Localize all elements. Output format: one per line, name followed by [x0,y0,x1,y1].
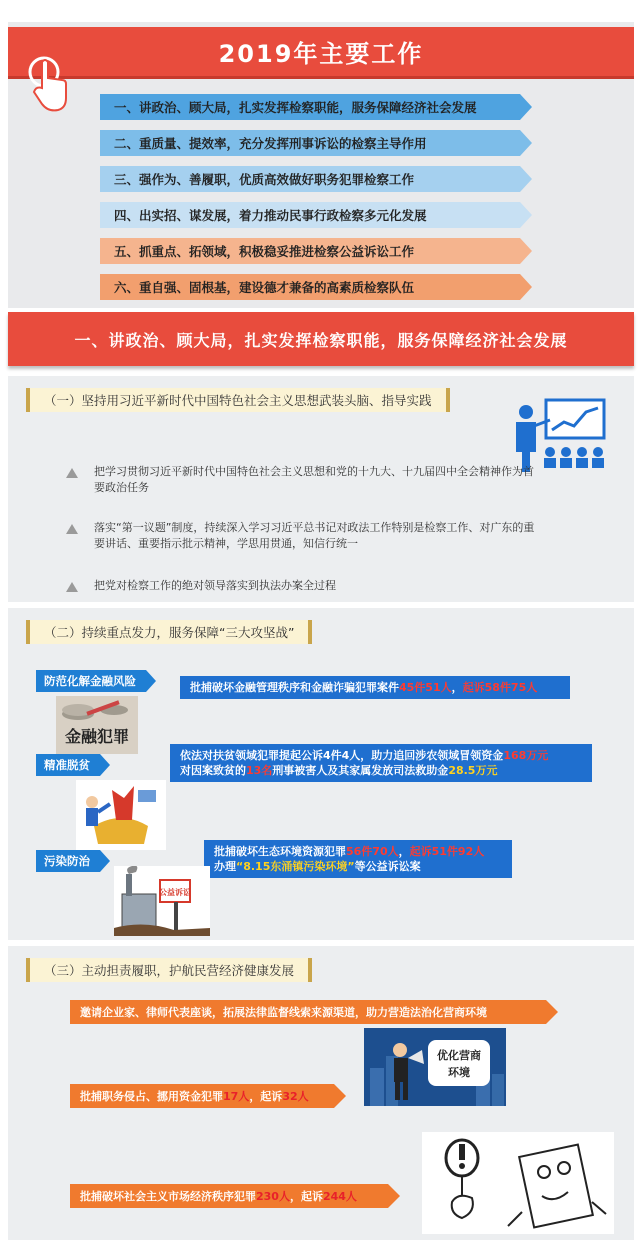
triangle-bullet-icon [66,468,78,478]
triangle-bullet-icon [66,524,78,534]
finance-box [180,676,570,699]
part3-heading: （三）主动担责履职，护航民营经济健康发展 [26,958,312,982]
pollution-text: 等公益诉讼案 [354,860,421,873]
poverty-value: 168万元 [503,749,549,762]
task-label: 一、讲政治、顾大局，扎实发挥检察职能，服务保障经济社会发展 [100,94,520,120]
item-text: ，起诉 [289,1190,323,1203]
tag-label: 污染防治 [44,854,90,868]
poverty-text: 刑事被害人及其家属发放司法救助金 [272,764,449,777]
pollution-image-text: 公益诉讼 [159,888,191,897]
item-value: 32人 [282,1090,309,1103]
poverty-text: 对因案致贫的 [180,764,246,777]
item-text: 批捕职务侵占、挪用资金犯罪 [80,1090,223,1103]
part2-heading: （二）持续重点发力，服务保障“三大攻坚战” [26,620,312,644]
tag-pollution [36,850,100,872]
private-economy-item [70,1084,334,1108]
sketch-illustration [422,1132,614,1234]
pollution-value: 56件70人 [346,845,399,858]
page-title: 2019年主要工作 [218,40,424,68]
item-value: 17人 [223,1090,250,1103]
pollution-value: 起诉51件92人 [409,845,485,858]
pollution-value: “8.15东涌镇污染环境” [236,860,355,873]
tag-label: 精准脱贫 [44,758,90,772]
bullet-item [66,520,544,552]
poverty-value: 13名 [246,764,273,777]
bullet-text: 把学习贯彻习近平新时代中国特色社会主义思想和党的十九大、十九届四中全会精神作为首要政治任务 [94,465,534,494]
task-label: 五、抓重点、拓领域，积极稳妥推进检察公益诉讼工作 [100,238,520,264]
pollution-text: 办理 [214,860,236,873]
task-label: 二、重质量、提效率，充分发挥刑事诉讼的检察主导作用 [100,130,520,156]
poverty-illustration [76,780,166,850]
finance-text: 批捕破坏金融管理秩序和金融诈骗犯罪案件 [190,681,399,694]
private-economy-item [70,1184,388,1208]
pointing-hand-icon [26,48,70,120]
tag-label: 防范化解金融风险 [44,674,136,688]
poverty-text: 依法对扶贫领域犯罪提起公诉4件4人，助力追回涉农领域冒领资金 [180,749,504,762]
title-bar [8,27,634,79]
task-label: 三、强作为、善履职，优质高效做好职务犯罪检察工作 [100,166,520,192]
item-text: ，起诉 [249,1090,283,1103]
tag-finance-risk [36,670,146,692]
finance-sep: ， [451,681,463,694]
item-value: 244人 [322,1190,357,1203]
part3-panel [8,946,634,1240]
part2-panel [8,608,634,940]
section-title: 一、讲政治、顾大局，扎实发挥检察职能，服务保障经济社会发展 [74,330,568,350]
bullet-text: 落实“第一议题”制度，持续深入学习习近平总书记对政法工作特别是检察工作、对广东的重要讲话、重要指示批示精神，学思用贯通，知信行统一 [94,521,535,550]
pollution-illustration [114,866,210,936]
top-panel [8,22,634,308]
item-text: 邀请企业家、律师代表座谈，拓展法律监督线索来源渠道，助力营造法治化营商环境 [80,1006,487,1019]
triangle-bullet-icon [66,582,78,592]
pollution-sep: ， [398,845,410,858]
finance-value: 起诉58件75人 [462,681,538,694]
section-header [8,312,634,366]
private-economy-item [70,1000,546,1024]
part1-panel [8,376,634,602]
finance-image-text: 金融犯罪 [64,727,130,746]
business-environment-image [364,1028,506,1106]
pollution-text: 批捕破坏生态环境资源犯罪 [214,845,346,858]
finance-value: 45件51人 [399,681,452,694]
pollution-box [204,840,512,878]
part1-heading: （一）坚持用习近平新时代中国特色社会主义思想武装头脑、指导实践 [26,388,450,412]
finance-crime-image [56,696,138,754]
bubble-text-1: 优化营商 [437,1049,481,1062]
item-value: 230人 [256,1190,290,1203]
bullet-item [66,464,544,496]
bubble-text-2: 环境 [448,1066,470,1079]
bullet-item [66,578,544,594]
task-label: 六、重自强、固根基，建设德才兼备的高素质检察队伍 [100,274,520,300]
bullet-text: 把党对检察工作的绝对领导落实到执法办案全过程 [94,579,336,592]
tag-poverty [36,754,100,776]
poverty-value: 28.5万元 [448,764,498,777]
task-label: 四、出实招、谋发展，着力推动民事行政检察多元化发展 [100,202,520,228]
item-text: 批捕破坏社会主义市场经济秩序犯罪 [80,1190,256,1203]
poverty-box [170,744,592,782]
